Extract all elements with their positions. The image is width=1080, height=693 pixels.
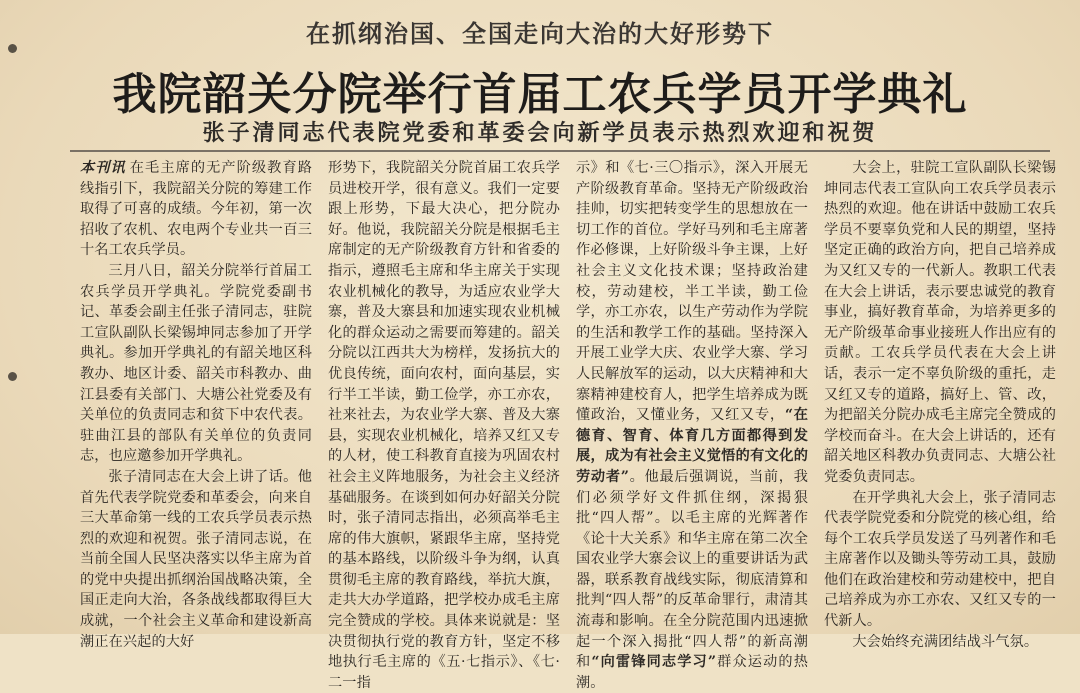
bold-quote: “在德育、智育、体育几方面都得到发展，成为有社会主义觉悟的有文化的劳动者” <box>576 407 808 485</box>
punch-hole <box>8 372 17 381</box>
paragraph: 张子清同志在大会上讲了话。他首先代表学院党委和革委会，向来自三大革命第一线的工农兵学员表示热烈的欢迎和祝贺。张子清同志说，在当前全国人民坚决落实以华主席为首的党中央提出抓纲治国战略决策，全国正走向大治，各条战线都取得巨大成就，一个社会主义革命和建设新高潮正在兴起的大好 <box>80 468 312 650</box>
subheadline: 张子清同志代表院党委和革委会向新学员表示热烈欢迎和祝贺 <box>202 120 878 146</box>
headline: 我院韶关分院举行首届工农兵学员开学典礼 <box>112 69 968 120</box>
paragraph: 在开学典礼大会上，张子清同志代表学院党委和分院党的核心组，给每个工农兵学员发送了马列著作和毛主席著作以及锄头等劳动工具，鼓励他们在政治建校和劳动建校中，把自己培养成为亦工亦农、又红又专的一代新人。 <box>824 489 1056 630</box>
paragraph-text: 。他最后强调说，当前，我们必须学好文件抓住纲，深揭狠批“四人帮”。以毛主席的光辉著作《论十大关系》和华主席在第二次全国农业学大寨会议上的重要讲话为武器，联系教育战线实际，彻底清算和批判“四人帮”的反革命罪行，肃清其流毒和影响。在全分院范围内迅速掀起一个深入揭批“四人帮”的新高潮和 <box>576 468 809 671</box>
bold-quote: “向雷锋同志学习” <box>591 654 717 671</box>
column-3 <box>576 158 809 691</box>
column-1 <box>80 158 312 650</box>
byline: 本刊讯 <box>80 160 126 176</box>
divider <box>70 150 1050 152</box>
article-body <box>80 158 1056 691</box>
kicker-title: 在抓纲治国、全国走向大治的大好形势下 <box>306 20 774 48</box>
paragraph <box>80 158 312 261</box>
paragraph-text: 示》和《七·三〇指示》，深入开展无产阶级教育革命。坚持无产阶级政治挂帅，切实把转变学生的思想放在一切工作的首位。学好马列和毛主席著作必修课，上好阶级斗争主课，上好社会主义文化技术课；坚持政治建校，劳动建校，半工半读，勤工俭学，亦工亦农，以生产劳动作为学院的生活和教学工作的基础。坚持深入开展工业学大庆、农业学大寨、学习人民解放军的运动，以大庆精神和大寨精神建校育人，把学生培养成为既懂政治，又懂业务，又红又专， <box>576 160 808 424</box>
paragraph: 形势下，我院韶关分院首届工农兵学员进校开学，很有意义。我们一定要跟上形势，下最大决心，把分院办好。他说，我院韶关分院是根据毛主席制定的无产阶级教育方针和省委的指示，遵照毛主席和华主席关于实现农业机械化的教导，为适应农业学大寨，普及大寨县和加速实现农业机械化的群众运动之需要而筹建的。韶关分院以江西共大为榜样，发扬抗大的优良传统，面向农村，面向基层，实行半工半读，勤工俭学，亦工亦农，社来社去，为农业学大寨、普及大寨县，实现农业机械化，培养又红又专的人材，使工科教育直接为巩固农村社会主义阵地服务，为社会主义经济基础服务。在谈到如何办好韶关分院时，张子清同志指出，必须高举毛主席的伟大旗帜，紧跟华主席，坚持党的基本路线，以阶级斗争为纲，认真贯彻毛主席的教育路线，举抗大旗，走共大办学道路，把学校办成毛主席完全赞成的学校。具体来说就是：坚决贯彻执行党的教育方针，坚定不移地执行毛主席的《五·七指示》、《七·二一指 <box>328 160 560 691</box>
paragraph <box>576 158 808 693</box>
paragraph: 大会始终充满团结战斗气氛。 <box>852 633 1039 650</box>
column-2 <box>328 158 560 691</box>
paragraph: 三月八日，韶关分院举行首届工农兵学员开学典礼。学院党委副书记、革委会副主任张子清同志，驻院工宣队副队长梁锡坤同志参加了开学典礼。参加开学典礼的有韶关地区科教办、地区计委、韶关市科教办、曲江县委有关部门、大塘公社党委及有关单位的负责同志和贫下中农代表。驻曲江县的部队有关单位的负责同志，也应邀参加开学典礼。 <box>80 262 312 465</box>
paragraph: 大会上，驻院工宣队副队长梁锡坤同志代表工宣队向工农兵学员表示热烈的欢迎。他在讲话中鼓励工农兵学员不要辜负党和人民的期望，坚持坚定正确的政治方向，把自己培养成为又红又专的一代新人。教职工代表在大会上讲话，表示要忠诚党的教育事业，搞好教育革命，为培养更多的无产阶级革命事业接班人作出应有的贡献。工农兵学员代表在大会上讲话，表示一定不辜负阶级的重托，走又红又专的道路，搞好上、管、改，为把韶关分院办成毛主席完全赞成的学校而奋斗。在大会上讲话的，还有韶关地区科教办负责同志、大塘公社党委负责同志。 <box>824 160 1056 485</box>
column-4 <box>824 158 1056 650</box>
paragraph-text: 在毛主席的无产阶级教育路线指引下，我院韶关分院的筹建工作取得了可喜的成绩。今年初，第一次招收了农机、农电两个专业共一百三十名工农兵学员。 <box>80 160 312 259</box>
paragraph-text: 群众运动的热潮。 <box>576 654 808 691</box>
